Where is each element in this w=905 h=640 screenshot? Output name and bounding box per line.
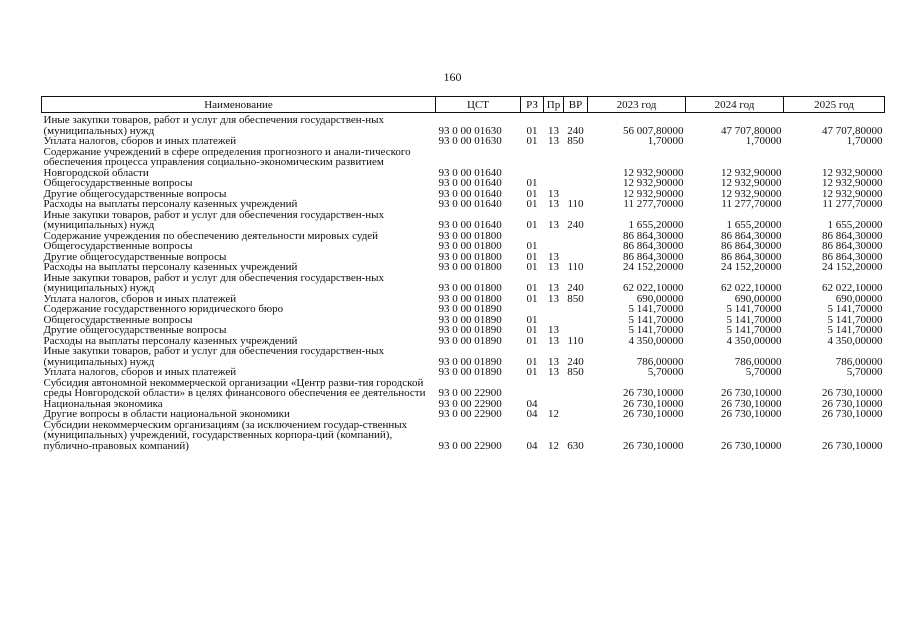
row-pr: 13 bbox=[548, 198, 559, 210]
row-value-2023: 1,70000 bbox=[647, 135, 684, 147]
row-value-2025: 786,00000 bbox=[835, 355, 883, 368]
row-value-2023: 1 655,20000 bbox=[628, 219, 684, 231]
row-value-2024: 5 141,70000 bbox=[726, 303, 782, 315]
row-pr: 12 bbox=[548, 408, 559, 420]
table-header-row bbox=[42, 97, 885, 113]
row-pr: 13 bbox=[548, 135, 559, 147]
row-rz bbox=[521, 147, 544, 179]
row-value-2023: 86 864,30000 bbox=[623, 229, 684, 242]
row-pr: 12 bbox=[548, 439, 559, 452]
table-body bbox=[42, 113, 885, 452]
row-rz: 01 bbox=[526, 240, 538, 252]
row-value-2024: 62 022,10000 bbox=[721, 282, 782, 294]
table-row bbox=[42, 262, 885, 273]
row-value-2023: 86 864,30000 bbox=[623, 240, 684, 252]
row-value-2025: 5,70000 bbox=[846, 366, 883, 378]
table-row bbox=[42, 178, 885, 189]
row-value-2025: 26 730,10000 bbox=[822, 408, 883, 420]
row-value-2025: 62 022,10000 bbox=[822, 282, 883, 294]
row-name: Содержание государственного юридического бюро bbox=[43, 303, 284, 315]
row-vr bbox=[564, 399, 588, 410]
table-row bbox=[42, 367, 885, 378]
row-pr bbox=[544, 241, 564, 252]
row-rz: 01 bbox=[526, 198, 538, 210]
row-pr: 13 bbox=[548, 282, 559, 294]
row-name: Другие общегосударственные вопросы bbox=[43, 187, 227, 200]
row-value-2024: 26 730,10000 bbox=[721, 408, 782, 420]
row-value-2025: 5 141,70000 bbox=[827, 324, 883, 336]
row-vr: 850 bbox=[567, 135, 584, 147]
row-value-2025: 5 141,70000 bbox=[827, 303, 883, 315]
table-row bbox=[42, 273, 885, 294]
row-rz: 01 bbox=[526, 261, 538, 273]
row-vr bbox=[564, 325, 588, 336]
row-value-2024: 26 730,10000 bbox=[721, 397, 782, 410]
table-row bbox=[42, 199, 885, 210]
row-cst: 93 0 00 01800 bbox=[438, 250, 502, 263]
row-value-2023: 62 022,10000 bbox=[623, 282, 684, 294]
row-pr: 13 bbox=[548, 261, 559, 273]
row-vr bbox=[564, 231, 588, 242]
row-pr bbox=[544, 147, 564, 179]
row-cst: 93 0 00 01800 bbox=[438, 240, 502, 252]
row-value-2023: 5 141,70000 bbox=[628, 313, 684, 326]
row-rz: 01 bbox=[526, 282, 538, 294]
row-vr bbox=[564, 304, 588, 315]
row-rz: 01 bbox=[526, 292, 538, 305]
table-row bbox=[42, 136, 885, 147]
row-name: Расходы на выплаты персоналу казенных учреждений bbox=[43, 261, 298, 273]
row-value-2025: 1,70000 bbox=[846, 135, 883, 147]
row-value-2024: 86 864,30000 bbox=[721, 229, 782, 242]
row-rz bbox=[521, 304, 544, 315]
row-cst: 93 0 00 01890 bbox=[438, 334, 502, 347]
row-value-2023: 24 152,20000 bbox=[623, 261, 684, 273]
row-value-2023: 5,70000 bbox=[647, 366, 684, 378]
row-vr: 240 bbox=[567, 219, 584, 231]
row-name: Иные закупки товаров, работ и услуг для обеспечения государствен-ных (муниципальных) нужд bbox=[43, 114, 385, 137]
row-pr: 13 bbox=[548, 324, 559, 336]
page-number: 160 bbox=[443, 70, 462, 84]
row-value-2024: 86 864,30000 bbox=[721, 240, 782, 252]
row-rz bbox=[521, 378, 544, 399]
row-pr bbox=[544, 304, 564, 315]
header-2025: 2025 год bbox=[784, 97, 885, 113]
row-name: Субсидии некоммерческим организациям (за исключением государ-ственных (муниципальных) учреждений, государственных корпора-ций (компаний), публично-правовых компаний) bbox=[43, 418, 408, 452]
row-value-2023: 12 932,90000 bbox=[623, 177, 684, 189]
row-name: Расходы на выплаты персоналу казенных учреждений bbox=[43, 198, 298, 210]
row-value-2023: 12 932,90000 bbox=[623, 187, 684, 200]
header-2023: 2023 год bbox=[588, 97, 686, 113]
row-cst: 93 0 00 01800 bbox=[438, 292, 502, 305]
row-vr bbox=[564, 409, 588, 420]
row-cst: 93 0 00 01800 bbox=[438, 229, 502, 242]
row-name: Другие общегосударственные вопросы bbox=[43, 250, 227, 263]
row-cst: 93 0 00 01800 bbox=[438, 282, 502, 294]
row-value-2023: 4 350,00000 bbox=[628, 334, 684, 347]
row-rz: 01 bbox=[526, 334, 538, 347]
row-name: Общегосударственные вопросы bbox=[43, 313, 193, 326]
row-cst: 93 0 00 22900 bbox=[438, 397, 502, 410]
row-name: Расходы на выплаты персоналу казенных учреждений bbox=[43, 334, 298, 347]
row-value-2024: 26 730,10000 bbox=[721, 439, 782, 452]
row-name: Другие общегосударственные вопросы bbox=[43, 324, 227, 336]
row-cst: 93 0 00 01890 bbox=[438, 355, 502, 368]
row-value-2024: 4 350,00000 bbox=[726, 334, 782, 347]
row-value-2024: 1,70000 bbox=[745, 135, 782, 147]
row-rz: 01 bbox=[526, 366, 538, 378]
row-value-2024: 12 932,90000 bbox=[721, 187, 782, 200]
row-pr: 13 bbox=[548, 187, 559, 200]
row-value-2023: 5 141,70000 bbox=[628, 303, 684, 315]
row-value-2024: 5 141,70000 bbox=[726, 324, 782, 336]
row-name: Другие вопросы в области национальной экономики bbox=[43, 408, 290, 420]
row-value-2025: 4 350,00000 bbox=[827, 334, 883, 347]
row-rz: 01 bbox=[526, 124, 538, 137]
row-value-2025: 86 864,30000 bbox=[822, 240, 883, 252]
row-rz: 01 bbox=[526, 250, 538, 263]
row-vr: 240 bbox=[567, 355, 584, 368]
row-name: Содержание учреждений в сфере определения прогнозного и анали-тического обеспечения процесса управления социально-экономическим развитием Новгородской области bbox=[43, 145, 411, 179]
row-vr: 850 bbox=[567, 366, 584, 378]
row-value-2025: 5 141,70000 bbox=[827, 313, 883, 326]
table-row bbox=[42, 304, 885, 315]
row-pr bbox=[544, 178, 564, 189]
row-rz: 01 bbox=[526, 324, 538, 336]
row-vr: 240 bbox=[567, 124, 584, 137]
row-pr: 13 bbox=[548, 366, 559, 378]
row-value-2024: 12 932,90000 bbox=[721, 166, 782, 179]
header-pr: Пр bbox=[544, 97, 564, 113]
row-value-2023: 786,00000 bbox=[636, 355, 684, 368]
row-value-2025: 86 864,30000 bbox=[822, 229, 883, 242]
row-value-2023: 26 730,10000 bbox=[623, 439, 684, 452]
row-cst: 93 0 00 01890 bbox=[438, 366, 502, 378]
row-value-2025: 1 655,20000 bbox=[827, 219, 883, 231]
row-cst: 93 0 00 01640 bbox=[438, 219, 502, 231]
row-value-2025: 26 730,10000 bbox=[822, 387, 883, 399]
row-pr: 13 bbox=[548, 334, 559, 347]
row-pr: 13 bbox=[548, 292, 559, 305]
row-cst: 93 0 00 22900 bbox=[438, 387, 502, 399]
row-pr: 13 bbox=[548, 219, 559, 231]
row-value-2023: 11 277,70000 bbox=[623, 198, 684, 210]
row-value-2025: 86 864,30000 bbox=[822, 250, 883, 263]
row-name: Национальная экономика bbox=[43, 397, 163, 410]
table-row bbox=[42, 210, 885, 231]
row-cst: 93 0 00 01630 bbox=[438, 135, 502, 147]
table-row bbox=[42, 346, 885, 367]
row-pr: 13 bbox=[548, 250, 559, 263]
row-rz: 01 bbox=[526, 219, 538, 231]
row-rz: 01 bbox=[526, 177, 538, 189]
table-row bbox=[42, 241, 885, 252]
row-cst: 93 0 00 01640 bbox=[438, 198, 502, 210]
row-cst: 93 0 00 22900 bbox=[438, 439, 502, 452]
row-value-2024: 5 141,70000 bbox=[726, 313, 782, 326]
row-cst: 93 0 00 01890 bbox=[438, 303, 502, 315]
row-value-2024: 1 655,20000 bbox=[726, 219, 782, 231]
row-value-2025: 12 932,90000 bbox=[822, 166, 883, 179]
row-rz: 04 bbox=[526, 408, 538, 420]
row-name: Уплата налогов, сборов и иных платежей bbox=[43, 135, 237, 147]
row-cst: 93 0 00 01800 bbox=[438, 261, 502, 273]
row-rz: 04 bbox=[526, 397, 538, 410]
row-vr bbox=[564, 378, 588, 399]
header-cst: ЦСТ bbox=[436, 97, 521, 113]
row-name: Уплата налогов, сборов и иных платежей bbox=[43, 292, 237, 305]
row-pr bbox=[544, 231, 564, 242]
row-pr: 13 bbox=[548, 355, 559, 368]
row-vr bbox=[564, 315, 588, 326]
row-value-2025: 26 730,10000 bbox=[822, 397, 883, 410]
row-name: Иные закупки товаров, работ и услуг для обеспечения государствен-ных (муниципальных) нужд bbox=[43, 271, 385, 294]
row-cst: 93 0 00 01640 bbox=[438, 187, 502, 200]
row-value-2024: 47 707,80000 bbox=[721, 124, 782, 137]
row-value-2024: 86 864,30000 bbox=[721, 250, 782, 263]
row-value-2025: 12 932,90000 bbox=[822, 177, 883, 189]
row-rz: 04 bbox=[526, 439, 538, 452]
row-cst: 93 0 00 01640 bbox=[438, 177, 502, 189]
row-value-2025: 47 707,80000 bbox=[822, 124, 883, 137]
row-value-2025: 26 730,10000 bbox=[822, 439, 883, 452]
row-cst: 93 0 00 01890 bbox=[438, 324, 502, 336]
row-name: Уплата налогов, сборов и иных платежей bbox=[43, 366, 237, 378]
row-name: Содержание учреждения по обеспечению деятельности мировых судей bbox=[43, 229, 379, 242]
row-vr bbox=[564, 178, 588, 189]
row-pr: 13 bbox=[548, 124, 559, 137]
row-vr: 240 bbox=[567, 282, 584, 294]
row-name: Иные закупки товаров, работ и услуг для обеспечения государствен-ных (муниципальных) нужд bbox=[43, 345, 385, 368]
row-name: Общегосударственные вопросы bbox=[43, 240, 193, 252]
row-rz: 01 bbox=[526, 313, 538, 326]
row-vr: 850 bbox=[567, 292, 584, 305]
row-pr bbox=[544, 378, 564, 399]
table-row bbox=[42, 420, 885, 452]
row-name: Общегосударственные вопросы bbox=[43, 177, 193, 189]
row-rz: 01 bbox=[526, 355, 538, 368]
budget-table bbox=[41, 96, 885, 451]
row-value-2024: 26 730,10000 bbox=[721, 387, 782, 399]
row-cst: 93 0 00 01630 bbox=[438, 124, 502, 137]
row-value-2025: 12 932,90000 bbox=[822, 187, 883, 200]
row-value-2023: 26 730,10000 bbox=[623, 397, 684, 410]
row-vr bbox=[564, 147, 588, 179]
row-value-2023: 56 007,80000 bbox=[623, 124, 684, 137]
header-vr: ВР bbox=[564, 97, 588, 113]
row-value-2025: 11 277,70000 bbox=[822, 198, 883, 210]
table-row bbox=[42, 409, 885, 420]
row-name: Иные закупки товаров, работ и услуг для обеспечения государствен-ных (муниципальных) нужд bbox=[43, 208, 385, 231]
row-value-2024: 24 152,20000 bbox=[721, 261, 782, 273]
row-rz: 01 bbox=[526, 187, 538, 200]
row-vr: 110 bbox=[567, 261, 584, 273]
table-row bbox=[42, 147, 885, 179]
table-row bbox=[42, 113, 885, 137]
table-row bbox=[42, 378, 885, 399]
row-value-2024: 12 932,90000 bbox=[721, 177, 782, 189]
row-rz: 01 bbox=[526, 135, 538, 147]
row-value-2025: 690,00000 bbox=[835, 292, 883, 305]
header-2024: 2024 год bbox=[686, 97, 784, 113]
row-cst: 93 0 00 22900 bbox=[438, 408, 502, 420]
row-value-2024: 11 277,70000 bbox=[721, 198, 782, 210]
row-value-2024: 786,00000 bbox=[734, 355, 782, 368]
row-vr: 630 bbox=[567, 439, 584, 452]
header-name: Наименование bbox=[42, 97, 436, 113]
row-vr bbox=[564, 241, 588, 252]
row-vr: 110 bbox=[567, 198, 584, 210]
row-cst: 93 0 00 01640 bbox=[438, 166, 502, 179]
row-cst: 93 0 00 01890 bbox=[438, 313, 502, 326]
row-value-2024: 690,00000 bbox=[734, 292, 782, 305]
row-value-2024: 5,70000 bbox=[745, 366, 782, 378]
row-value-2023: 86 864,30000 bbox=[623, 250, 684, 263]
row-value-2023: 26 730,10000 bbox=[623, 387, 684, 399]
row-value-2023: 12 932,90000 bbox=[623, 166, 684, 179]
row-value-2023: 5 141,70000 bbox=[628, 324, 684, 336]
row-value-2025: 24 152,20000 bbox=[822, 261, 883, 273]
row-value-2023: 26 730,10000 bbox=[623, 408, 684, 420]
row-vr: 110 bbox=[567, 334, 584, 347]
row-name: Субсидия автономной некоммерческой организации «Центр разви-тия городской среды Новгородской области» в целях финансового обеспечения ее деятельности bbox=[43, 376, 426, 399]
row-value-2023: 690,00000 bbox=[636, 292, 684, 305]
header-rz: РЗ bbox=[521, 97, 544, 113]
table-row bbox=[42, 325, 885, 336]
